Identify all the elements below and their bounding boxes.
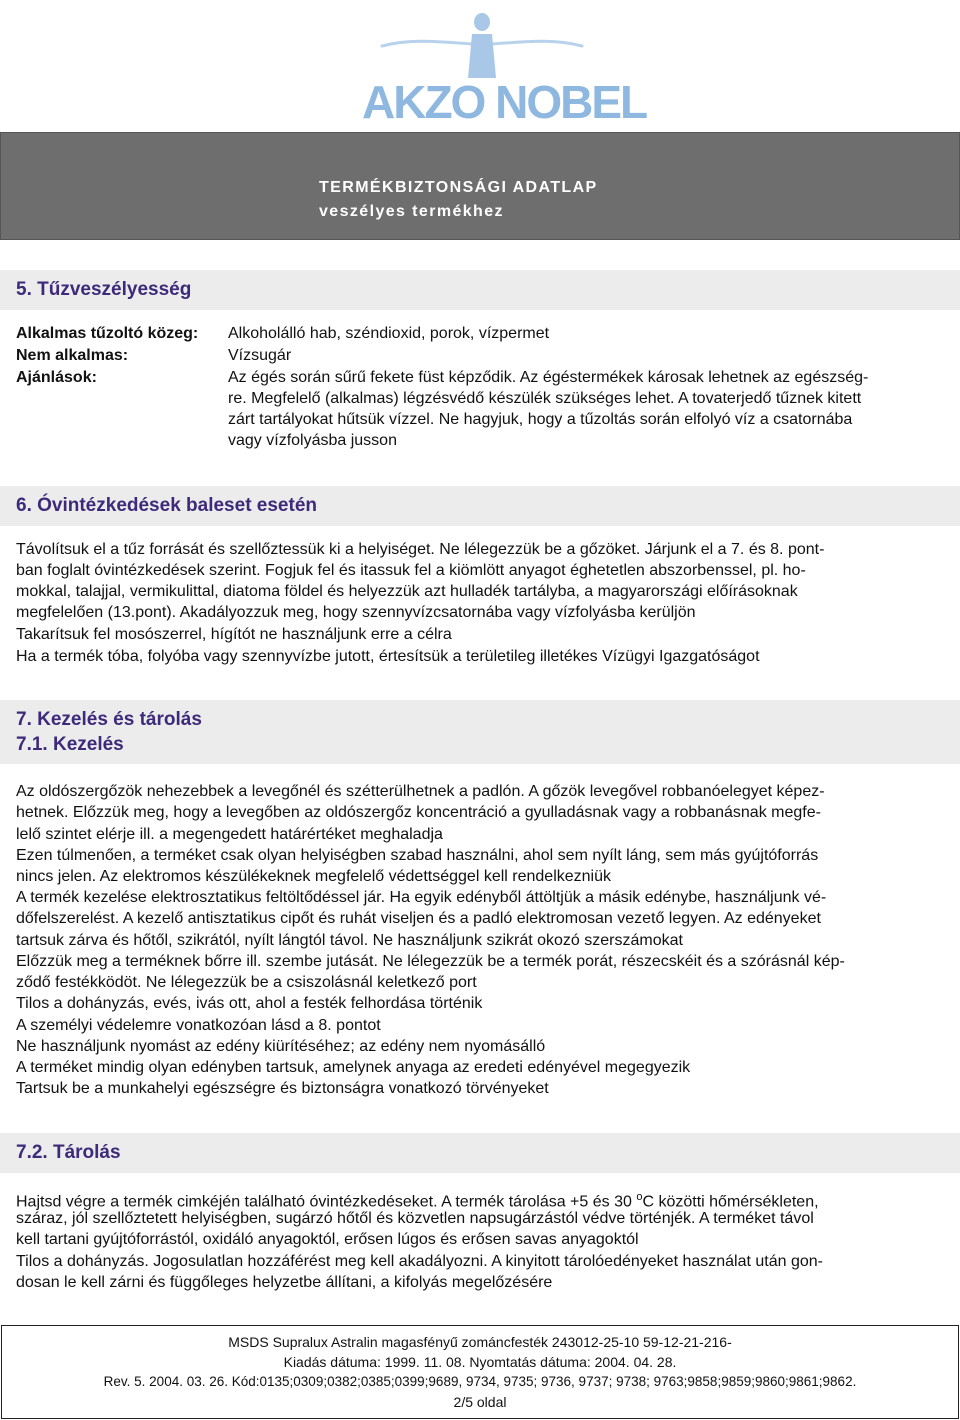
recommendation-line: zárt tartályokat hűtsük vízzel. Ne hagyjuk, hogy a tűzoltás során elfolyó víz a csatornába [228, 411, 853, 428]
section-6-line: ban foglalt óvintézkedések szerint. Fogjuk fel és itassuk fel a kiömlött anyagot éghetetlen abszorbenssel, pl. ho- [16, 562, 806, 579]
section-5-heading: 5. Tűzveszélyesség [16, 279, 192, 300]
handling-line: A termék kezelése elektrosztatikus feltöltődéssel jár. Ha egyik edényből áttöltjük a másik edénybe, használjunk vé- [16, 889, 827, 906]
akzo-nobel-figure-icon [372, 8, 592, 80]
handling-line: Ne használjunk nyomást az edény kiürítéséhez; az edény nem nyomásálló [16, 1038, 546, 1055]
section-6-line: Ha a termék tóba, folyóba vagy szennyvízbe jutott, értesítsük a területileg illetékes Vízügyi Igazgatóságot [16, 648, 760, 665]
handling-line: Ezen túlmenően, a terméket csak olyan helyiségben szabad használni, ahol sem nyílt láng, sem más gyújtóforrás [16, 847, 819, 864]
handling-line: ződő festékködöt. Ne lélegezzük be a csiszolásnál keletkező port [16, 974, 477, 991]
section-7-header [0, 700, 960, 764]
label-recommendations: Ajánlások: [16, 369, 97, 386]
value-suitable-media: Alkoholálló hab, széndioxid, porok, vízpermet [228, 325, 550, 342]
page-number: 2/5 oldal [453, 1394, 507, 1410]
document-title: TERMÉKBIZTONSÁGI ADATLAP [319, 179, 598, 196]
recommendation-line: re. Megfelelő (alkalmas) légzésvédő készülék szükséges lehet. A tovaterjedő tűznek kitett [228, 390, 862, 407]
footer-codes-line: Rev. 5. 2004. 03. 26. Kód:0135;0309;0382;0385;0399;9689, 9734, 9735; 9736, 9737; 9738; 9763;9858;9859;9860;9861;9862. [103, 1374, 857, 1389]
handling-line: Előzzük meg a terméknek bőrre ill. szembe jutását. Ne lélegezzük be a termék porát, részecskéit és a szórásnál kép- [16, 953, 845, 970]
label-suitable-media: Alkalmas tűzoltó közeg: [16, 325, 199, 342]
recommendation-line: vagy vízfolyásba jusson [228, 432, 397, 449]
section-5-header [0, 270, 960, 310]
storage-line: dosan le kell zárni és függőleges helyzetbe állítani, a kifolyás megelőzésére [16, 1274, 553, 1291]
handling-line: Tartsuk be a munkahelyi egészségre és biztonságra vonatkozó törvényeket [16, 1080, 549, 1097]
storage-line: kell tartani gyújtóforrástól, oxidáló anyagoktól, erősen lúgos és erősen savas anyagoktól [16, 1231, 639, 1248]
value-unsuitable-media: Vízsugár [228, 347, 292, 364]
footer-product-line: MSDS Supralux Astralin magasfényű zománcfesték 243012-25-10 59-12-21-216- [228, 1334, 732, 1350]
section-6-line: megfelelően (13.pont). Akadályozzuk meg, hogy szennyvízcsatornába vagy vízfolyásba kerüljön [16, 604, 696, 621]
document-subtitle: veszélyes termékhez [319, 203, 504, 220]
footer-box [1, 1325, 959, 1419]
handling-line: dőfelszerelést. A kezelő antisztatikus cipőt és ruhát viseljen és a padló elektromosan vezető legyen. Az edényeket [16, 910, 821, 927]
section-6-header [0, 486, 960, 526]
logo-area [0, 0, 960, 132]
recommendation-line: Az égés során sűrű fekete füst képződik. Az égéstermékek károsak lehetnek az egészség- [228, 369, 869, 386]
section-7-2-heading: 7.2. Tárolás [16, 1142, 121, 1163]
handling-line: tartsuk zárva és hőtől, szikrától, nyílt lángtól távol. Ne használjunk szikrát okozó szerszámokat [16, 932, 683, 949]
handling-line: A személyi védelemre vonatkozóan lásd a 8. pontot [16, 1017, 381, 1034]
logo-text: AKZO NOBEL [362, 76, 647, 128]
label-unsuitable-media: Nem alkalmas: [16, 347, 129, 364]
handling-line: nincs jelen. Az elektromos készülékeknek megfelelő védettséggel kell rendelkezniük [16, 868, 611, 885]
section-7-2-header [0, 1133, 960, 1173]
storage-line: száraz, jól szellőztetett helyiségben, sugárzó hőtől és közvetlen napsugárzástól védve történjék. A terméket távol [16, 1210, 814, 1227]
title-band [0, 132, 960, 240]
section-6-line: mokkal, talajjal, vermikulittal, diatoma földel és helyezzük azt hulladék tartályba, a magyarországi előírásoknak [16, 583, 798, 600]
storage-line: Tilos a dohányzás. Jogosulatlan hozzáférést meg kell akadályozni. A kinyitott tárolóedényeket használat után gon- [16, 1253, 824, 1270]
footer-dates-line: Kiadás dátuma: 1999. 11. 08. Nyomtatás dátuma: 2004. 04. 28. [283, 1354, 677, 1370]
handling-line: hetnek. Előzzük meg, hogy a levegőben az oldószergőz koncentráció a gyulladásnak vagy a robbanásnak megfe- [16, 804, 821, 821]
section-7-heading: 7. Kezelés és tárolás [16, 709, 202, 730]
storage-line-1-end: C közötti hőmérsékleten, [642, 1193, 819, 1211]
handling-line: A terméket mindig olyan edényben tartsuk, amelynek anyaga az eredeti edényével megegyezik [16, 1059, 691, 1076]
section-7-1-heading: 7.1. Kezelés [16, 734, 124, 755]
handling-line: lelő szintet elérje ill. a megengedett határértéket meghaladja [16, 826, 443, 843]
degree-sign: o [636, 1191, 643, 1203]
section-6-heading: 6. Óvintézkedések baleset esetén [16, 495, 317, 516]
section-6-line: Takarítsuk fel mosószerrel, hígítót ne használjunk erre a célra [16, 626, 452, 643]
section-6-line: Távolítsuk el a tűz forrását és szellőztessük ki a helyiséget. Ne lélegezzük be a gőzöket. Járjunk el a 7. és 8. pont- [16, 541, 825, 558]
handling-line: Tilos a dohányzás, evés, ivás ott, ahol a festék felhordása történik [16, 995, 483, 1012]
storage-line-1-start: Hajtsd végre a termék cimkéjén található óvintézkedéseket. A termék tárolása +5 és 30 [16, 1193, 637, 1211]
handling-line: Az oldószergőzök nehezebbek a levegőnél és szétterülhetnek a padlón. A gőzök levegővel robbanóelegyet képez- [16, 783, 825, 800]
